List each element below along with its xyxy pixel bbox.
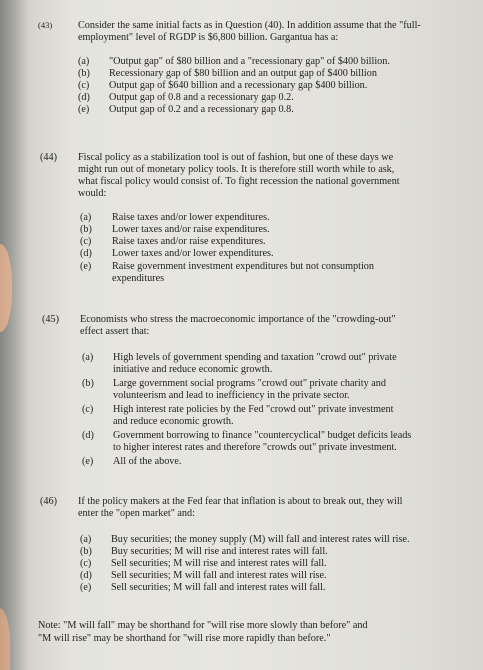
question-stem-line: might run out of monetary policy tools. It is therefore still worth while to ask, [78, 164, 395, 175]
option-text: "Output gap" of $80 billion and a "recessionary gap" of $400 billion. [109, 56, 390, 67]
option-text: Sell securities; M will fall and interest rates will fall. [111, 582, 326, 593]
question-stem-line: employment" level of RGDP is $6,800 billion. Gargantua has a: [78, 32, 339, 43]
option-text: Raise taxes and/or raise expenditures. [112, 236, 266, 247]
question-stem-line: Fiscal policy as a stabilization tool is out of fashion, but one of these days we [78, 152, 394, 163]
option-text: High interest rate policies by the Fed "crowd out" private investment [113, 404, 394, 415]
option-text: Lower taxes and/or lower expenditures. [112, 248, 274, 259]
question-number: (43) [38, 20, 53, 30]
question-stem-line: Consider the same initial facts as in Question (40). In addition assume that the "full- [78, 20, 421, 31]
question-stem-line: Economists who stress the macroeconomic importance of the "crowding-out" [80, 314, 396, 325]
question-number: (46) [40, 496, 57, 507]
option-letter: (e) [80, 261, 92, 272]
option-text: Sell securities; M will rise and interest rates will fall. [111, 558, 327, 569]
option-letter: (a) [82, 352, 94, 363]
option-text: Buy securities; M will rise and interest rates will fall. [111, 546, 328, 557]
option-letter: (b) [80, 224, 92, 235]
option-text: Recessionary gap of $80 billion and an output gap of $400 billion [109, 68, 377, 79]
option-text: Output gap of 0.2 and a recessionary gap 0.8. [109, 104, 294, 115]
option-letter: (a) [80, 534, 92, 545]
option-text: Output gap of $640 billion and a recessionary gap $400 billion. [109, 80, 368, 91]
question-stem-line: enter the "open market" and: [78, 508, 195, 519]
option-text: to higher interest rates and therefore "crowds out" private investment. [113, 442, 397, 453]
option-letter: (d) [82, 430, 94, 441]
option-letter: (b) [80, 546, 92, 557]
option-text: and reduce economic growth. [113, 416, 234, 427]
question-number: (44) [40, 152, 57, 163]
question-stem-line: If the policy makers at the Fed fear that inflation is about to break out, they will [78, 496, 403, 507]
option-letter: (c) [78, 80, 90, 91]
option-letter: (e) [80, 582, 92, 593]
question-stem-line: effect assert that: [80, 326, 150, 337]
option-text: Buy securities; the money supply (M) will fall and interest rates will rise. [111, 534, 410, 545]
option-letter: (e) [78, 104, 90, 115]
option-letter: (c) [80, 558, 92, 569]
option-letter: (d) [78, 92, 90, 103]
option-letter: (a) [80, 212, 92, 223]
option-letter: (b) [78, 68, 90, 79]
option-text: Large government social programs "crowd out" private charity and [113, 378, 386, 389]
option-text: High levels of government spending and taxation "crowd out" private [113, 352, 397, 363]
option-text: expenditures [112, 273, 165, 284]
option-letter: (b) [82, 378, 94, 389]
option-letter: (c) [82, 404, 94, 415]
question-stem-line: would: [78, 188, 107, 199]
question-stem-line: what fiscal policy would consist of. To fight recession the national government [78, 176, 400, 187]
option-letter: (e) [82, 456, 94, 467]
option-letter: (a) [78, 56, 90, 67]
option-text: Lower taxes and/or raise expenditures. [112, 224, 270, 235]
option-text: Government borrowing to finance "countercyclical" budget deficits leads [113, 430, 412, 441]
option-text: Sell securities; M will fall and interest rates will rise. [111, 570, 327, 581]
option-text: initiative and reduce economic growth. [113, 364, 273, 375]
footnote-line: "M will rise" may be shorthand for "will rise more rapidly than before." [38, 633, 331, 644]
option-text: Output gap of 0.8 and a recessionary gap 0.2. [109, 92, 294, 103]
footnote-line: Note: "M will fall" may be shorthand for "will rise more slowly than before" and [38, 620, 368, 631]
option-text: All of the above. [113, 456, 182, 467]
option-letter: (d) [80, 570, 92, 581]
option-text: volunteerism and lead to inefficiency in the private sector. [113, 390, 350, 401]
question-number: (45) [42, 314, 59, 325]
option-text: Raise taxes and/or lower expenditures. [112, 212, 270, 223]
option-text: Raise government investment expenditures but not consumption [112, 261, 374, 272]
option-letter: (d) [80, 248, 92, 259]
option-letter: (c) [80, 236, 92, 247]
